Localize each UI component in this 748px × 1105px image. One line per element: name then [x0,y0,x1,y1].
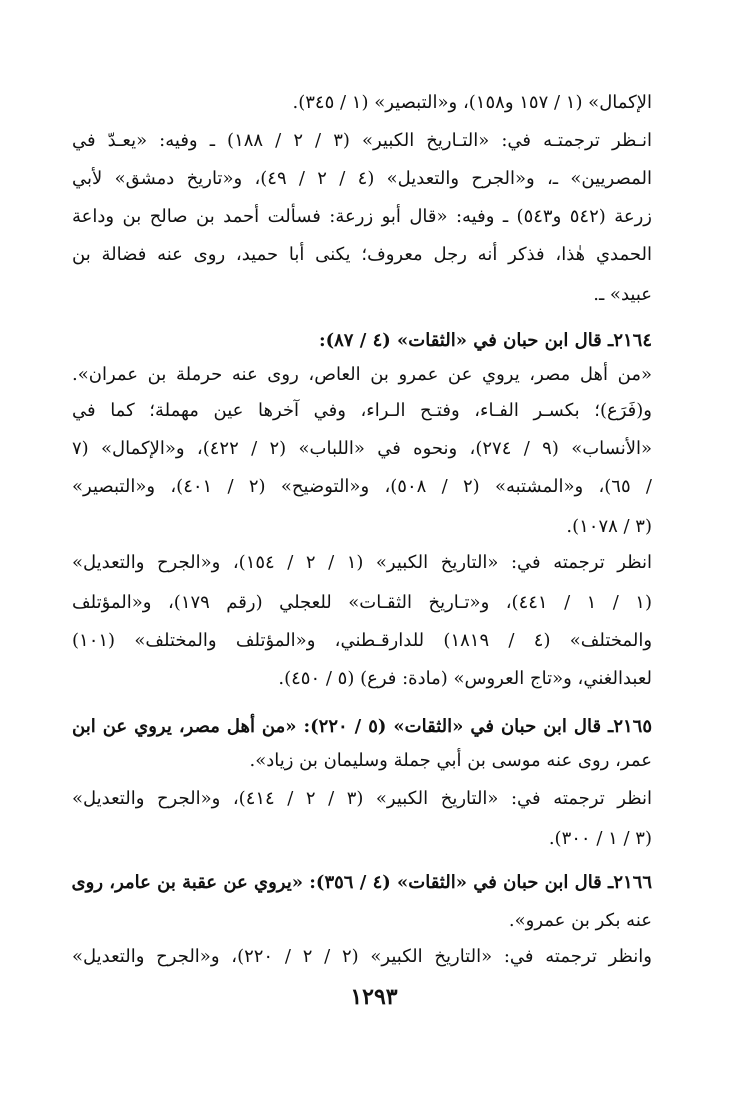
text-line: المصريين» ـ، و«الجرح والتعديل» (٤ / ٢ / ٤٩)، و«تاريخ دمشق» لأبي [72,168,652,189]
text-line: والمختلف» (٤ / ١٨١٩) للدارقـطني، و«المؤتلف والمختلف» (١٠١) [72,630,653,651]
entry-2165-heading: ٢١٦٥ـ قال ابن حبان في «الثقات» (٥ / ٢٢٠): «من أهل مصر، يروي عن ابن [72,716,653,737]
text-line: لعبدالغني، و«تاج العروس» (مادة: فرع) (٥ / ٤٥٠). [278,668,652,689]
text-line: (٣ / ١ / ٣٠٠). [548,828,652,849]
text-line: الإكمال» (١ / ١٥٧ و١٥٨)، و«التبصير» (١ / ٣٤٥). [292,92,652,113]
entry-2164-heading: ٢١٦٤ـ قال ابن حبان في «الثقات» (٤ / ٨٧): [318,330,652,351]
text-line: (١ / ١ / ٤٤١)، و«تـاريخ الثقـات» للعجلي (رقم ١٧٩)، و«المؤتلف [72,592,652,613]
text-line: زرعة (٥٤٢ و٥٤٣) ـ وفيه: «قال أبو زرعة: فسألت أحمد بن صالح بن وداعة [72,206,652,227]
text-line: الحمدي هٰذا، فذكر أنه رجل معروف؛ يكنى أبا حميد، روى عنه فضالة بن [72,244,652,265]
text-line: (٣ / ١٠٧٨). [566,516,652,537]
text-line: انـظر ترجمتـه في: «التـاريخ الكبير» (٣ / ٢ / ١٨٨) ـ وفيه: «يعـدّ في [72,130,652,151]
text-line: عنه بكر بن عمرو». [508,910,652,931]
text-line: انظر ترجمته في: «التاريخ الكبير» (٣ / ٢ / ٤١٤)، و«الجرح والتعديل» [72,788,653,809]
text-line: عمر، روى عنه موسى بن أبي جملة وسليمان بن زياد». [249,750,652,771]
text-line: «الأنساب» (٩ / ٢٧٤)، ونحوه في «اللباب» (٢ / ٤٢٢)، و«الإكمال» (٧ [72,438,652,459]
text-line: وانظر ترجمته في: «التاريخ الكبير» (٢ / ٢ / ٢٢٠)، و«الجرح والتعديل» [72,946,652,967]
text-line: انظر ترجمته في: «التاريخ الكبير» (١ / ٢ / ١٥٤)، و«الجرح والتعديل» [72,552,653,573]
text-line: «من أهل مصر، يروي عن عمرو بن العاص، روى عنه حرملة بن عمران». [72,364,652,385]
text-line: و(فَرَع)؛ بكسـر الفـاء، وفتـح الـراء، وفي آخرها عين مهملة؛ كما في [72,400,652,421]
entry-2166-heading: ٢١٦٦ـ قال ابن حبان في «الثقات» (٤ / ٣٥٦): «يروي عن عقبة بن عامر، روى [71,872,652,893]
page-number: ١٢٩٣ [350,984,398,1010]
text-line: عبيد» ـ. [593,284,652,305]
text-line: / ٦٥)، و«المشتبه» (٢ / ٥٠٨)، و«التوضيح» (٢ / ٤٠١)، و«التبصير» [72,476,652,497]
